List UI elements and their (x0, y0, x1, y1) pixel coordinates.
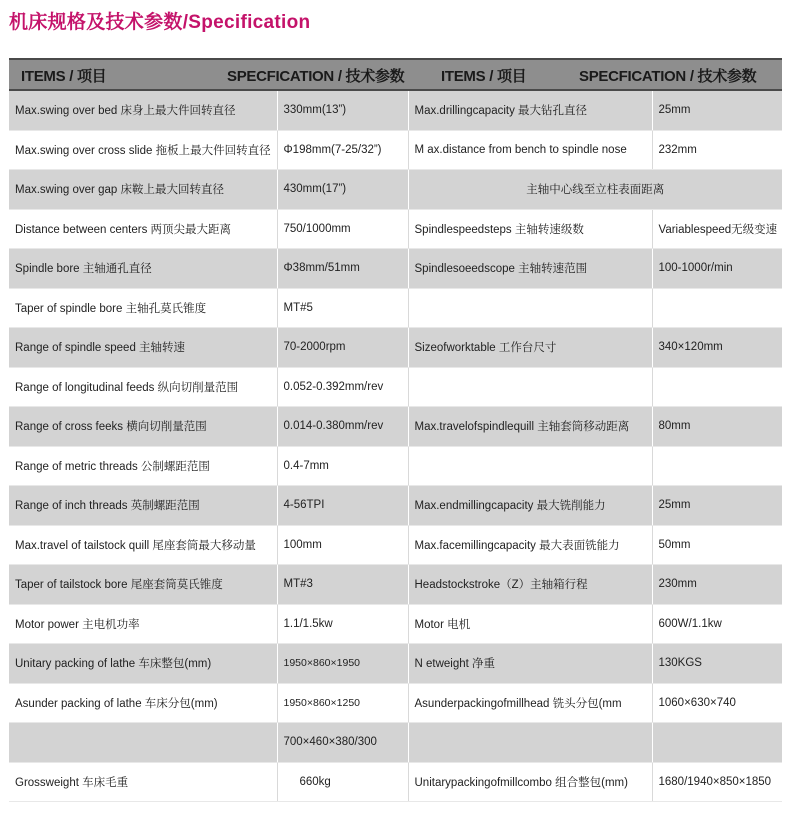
item-value: 50mm (652, 525, 782, 565)
item-value: 340×120mm (652, 328, 782, 368)
item-label: Unitarypackingofmillcombo 组合整包(mm) (408, 762, 652, 802)
table-row (9, 644, 782, 684)
spec-table (9, 91, 782, 802)
item-label: Motor 电机 (408, 604, 652, 644)
item-label: Range of longitudinal feeds 纵向切削量范围 (9, 367, 277, 407)
item-label (9, 723, 277, 763)
item-label (408, 367, 652, 407)
item-value: 330mm(13”) (277, 91, 408, 130)
item-value: 0.052-0.392mm/rev (277, 367, 408, 407)
table-row (9, 130, 782, 170)
table-header (9, 58, 782, 91)
item-label: Headstockstroke（Z）主轴箱行程 (408, 565, 652, 605)
table-row (9, 525, 782, 565)
item-value: 1950×860×1950 (277, 644, 408, 684)
table-row (9, 762, 782, 802)
item-value (652, 288, 782, 328)
item-value: 230mm (652, 565, 782, 605)
table-row (9, 723, 782, 763)
item-value: 1680/1940×850×1850 (652, 762, 782, 802)
table-row (9, 446, 782, 486)
item-label: N etweight 净重 (408, 644, 652, 684)
item-label: Distance between centers 两顶尖最大距离 (9, 209, 277, 249)
item-value: 70-2000rpm (277, 328, 408, 368)
page-title: 机床规格及技术参数/Specification (9, 12, 311, 33)
header-spec-left: SPECFICATION / 技术参数 (227, 68, 405, 85)
item-value (652, 367, 782, 407)
item-value: 0.4-7mm (277, 446, 408, 486)
item-label: Max.endmillingcapacity 最大铣削能力 (408, 486, 652, 526)
table-row (9, 170, 782, 210)
item-value: 700×460×380/300 (277, 723, 408, 763)
item-label: Range of cross feeks 横向切削量范围 (9, 407, 277, 447)
header-items-right: ITEMS / 项目 (441, 68, 527, 85)
table-row (9, 249, 782, 289)
item-value: Φ38mm/51mm (277, 249, 408, 289)
item-label: Spindle bore 主轴通孔直径 (9, 249, 277, 289)
item-value: 1060×630×740 (652, 683, 782, 723)
item-label: Max.facemillingcapacity 最大表面铣能力 (408, 525, 652, 565)
item-value: 100-1000r/min (652, 249, 782, 289)
item-value: 25mm (652, 486, 782, 526)
item-label: Range of inch threads 英制螺距范围 (9, 486, 277, 526)
item-value: 100mm (277, 525, 408, 565)
item-label: Max.swing over cross slide 拖板上最大件回转直径 (9, 130, 277, 170)
item-label: Spindlesoeedscope 主轴转速范围 (408, 249, 652, 289)
item-label: Taper of tailstock bore 尾座套筒莫氏锥度 (9, 565, 277, 605)
item-label: M ax.distance from bench to spindle nose (408, 130, 652, 170)
item-value: 1950×860×1250 (277, 683, 408, 723)
table-row (9, 486, 782, 526)
item-value: 130KGS (652, 644, 782, 684)
item-label: Max.travel of tailstock quill 尾座套筒最大移动量 (9, 525, 277, 565)
header-spec-right: SPECFICATION / 技术参数 (579, 68, 757, 85)
item-label: Spindlespeedsteps 主轴转速级数 (408, 209, 652, 249)
item-value: 430mm(17”) (277, 170, 408, 210)
item-value: 25mm (652, 91, 782, 130)
item-label: Taper of spindle bore 主轴孔莫氏锥度 (9, 288, 277, 328)
item-label (408, 723, 652, 763)
item-label: Max.travelofspindlequill 主轴套筒移动距离 (408, 407, 652, 447)
item-label: Max.swing over bed 床身上最大件回转直径 (9, 91, 277, 130)
item-value (652, 723, 782, 763)
table-row (9, 367, 782, 407)
table-row (9, 604, 782, 644)
item-label (408, 288, 652, 328)
item-label: 主轴中心线至立柱表面距离 (408, 170, 782, 210)
item-value: MT#3 (277, 565, 408, 605)
item-label: Grossweight 车床毛重 (9, 762, 277, 802)
item-value: 4-56TPI (277, 486, 408, 526)
item-label: Range of metric threads 公制螺距范围 (9, 446, 277, 486)
item-value: 1.1/1.5kw (277, 604, 408, 644)
item-value: 600W/1.1kw (652, 604, 782, 644)
item-value (652, 446, 782, 486)
item-label: Max.swing over gap 床鞍上最大回转直径 (9, 170, 277, 210)
item-label: Sizeofworktable 工作台尺寸 (408, 328, 652, 368)
item-value: Variablespeed无级变速 (652, 209, 782, 249)
header-items-left: ITEMS / 项目 (21, 68, 107, 85)
item-label: Max.drillingcapacity 最大钻孔直径 (408, 91, 652, 130)
item-value: MT#5 (277, 288, 408, 328)
table-row (9, 288, 782, 328)
item-value: Φ198mm(7-25/32”) (277, 130, 408, 170)
item-label: Motor power 主电机功率 (9, 604, 277, 644)
item-label: Asunder packing of lathe 车床分包(mm) (9, 683, 277, 723)
table-row (9, 407, 782, 447)
item-value: 80mm (652, 407, 782, 447)
item-value: 0.014-0.380mm/rev (277, 407, 408, 447)
table-row (9, 328, 782, 368)
item-label: Unitary packing of lathe 车床整包(mm) (9, 644, 277, 684)
table-row (9, 209, 782, 249)
item-label (408, 446, 652, 486)
table-row (9, 683, 782, 723)
item-label: Asunderpackingofmillhead 铣头分包(mm (408, 683, 652, 723)
item-value: 750/1000mm (277, 209, 408, 249)
table-row (9, 91, 782, 130)
item-value: 660kg (277, 762, 408, 802)
specification-sheet (9, 58, 782, 802)
item-label: Range of spindle speed 主轴转速 (9, 328, 277, 368)
item-value: 232mm (652, 130, 782, 170)
table-row (9, 565, 782, 605)
